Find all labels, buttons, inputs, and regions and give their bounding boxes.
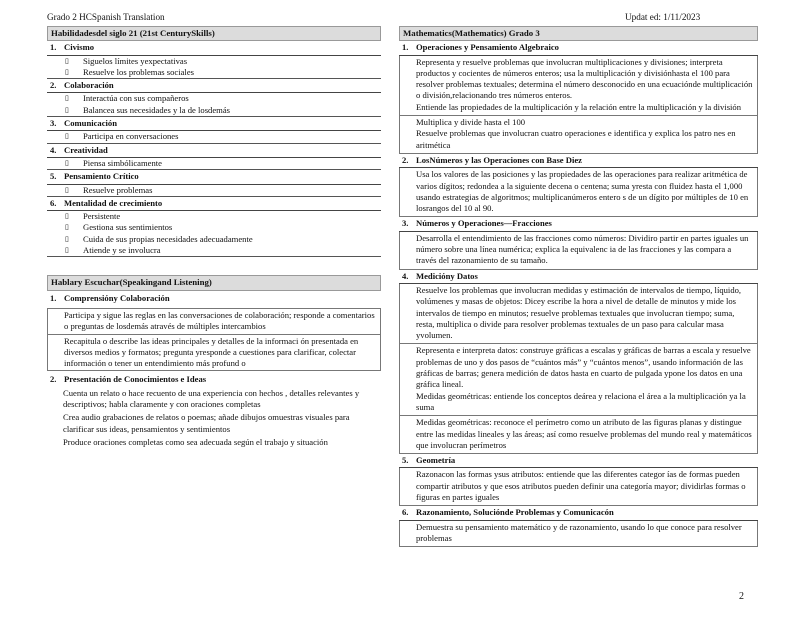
list-item-text: Resuelve problemas [83, 184, 153, 195]
section-number: 2. [50, 374, 57, 385]
section-title-text: Mentalidad de crecimiento [64, 197, 163, 208]
section-number: 3. [402, 218, 409, 229]
section-title [47, 41, 381, 55]
section-title [47, 197, 381, 211]
section-title [47, 79, 381, 93]
paragraph-box [399, 521, 758, 548]
paragraph: Medidas geométricas: entiende los conceptos deárea y relaciona el área a la multiplicación ya la suma [416, 390, 746, 412]
list-item [47, 56, 381, 67]
paragraph: Representa e interpreta datos: construye gráficas a escalas y gráficas de barras a escala y resuelve problemas de uno y dos pasos de “cuántos más” y “cuántos menos”, usando información de las gráficas de barras; genera medición de datos hasta en cuarto de pulgada ypone los datos en una gráfica lineal. [416, 345, 751, 390]
speaking-band: Hablary Escuchar(Speakingand Listening) [47, 275, 381, 290]
section-title [399, 217, 758, 231]
bullet-icon: ▯ [65, 223, 69, 232]
paragraph-box [399, 344, 758, 416]
section-number: 4. [50, 144, 57, 155]
list-item-text: Participa en conversaciones [83, 131, 179, 142]
bullet-icon: ▯ [65, 246, 69, 255]
paragraph: Entiende las propiedades de la multiplicación y la relación entre la multiplicación y la división [416, 101, 742, 112]
paragraph-box [399, 284, 758, 344]
right-column [399, 26, 758, 547]
section-title-text: Comunicación [64, 118, 117, 129]
list-item [47, 158, 381, 170]
list-item [47, 131, 381, 143]
paragraph: Cuenta un relato o hace recuento de una experiencia con hechos , detalles relevantes y descriptivos; habla claramente y con oraciones completas [63, 387, 360, 410]
list-item [47, 211, 381, 222]
section-title-text: Operaciones y Pensamiento Algebraico [416, 42, 559, 53]
doc-header-left: Grado 2 HCSpanish Translation [47, 12, 165, 22]
list-item-text: Siguelos límites yexpectativas [83, 55, 188, 66]
section-number: 2. [50, 80, 57, 91]
paragraph: Resuelve problemas que involucran cuatro operaciones e identifica y explica los patro nes en aritmética [416, 128, 736, 150]
section-title-text: Medicióny Datos [416, 270, 478, 281]
paragraph: Crea audio grabaciones de relatos o poemas; añade dibujos omuestras visuales para clarificar sus ideas, pensamientos y sentimientos [63, 412, 350, 434]
list-item [47, 67, 381, 79]
paragraph: Demuestra su pensamiento matemático y de razonamiento, usando lo que conoce para resolver problemas [416, 521, 742, 543]
paragraph-box [399, 416, 758, 454]
section-title [399, 506, 758, 520]
section-title [399, 41, 758, 55]
section-title-text: Presentación de Conocimientos e Ideas [64, 374, 207, 385]
bullet-icon: ▯ [65, 94, 69, 103]
paragraph: Multiplica y divide hasta el 100 [416, 117, 526, 128]
bullet-icon: ▯ [65, 132, 69, 141]
page-number: 2 [739, 591, 744, 602]
section-title-text: Colaboración [64, 80, 114, 91]
list-item-text: Cuida de sus propias necesidades adecuadamente [83, 233, 253, 244]
bullet-icon: ▯ [65, 212, 69, 221]
section-title-text: Razonamiento, Solucióndе Problemas y Comunicacón [416, 507, 614, 518]
section-title [399, 454, 758, 468]
section-title [399, 270, 758, 284]
list-item [47, 245, 381, 257]
math-band: Mathematics(Mathematics) Grado 3 [399, 26, 758, 41]
section-title-text: Pensamiento Crítico [64, 171, 139, 182]
bullet-icon: ▯ [65, 185, 69, 194]
section-number: 1. [50, 292, 57, 303]
bullet-icon: ▯ [65, 105, 69, 114]
doc-header-right: Updat ed: 1/11/2023 [625, 12, 701, 22]
section-title [47, 371, 381, 386]
list-item-text: Piensa simbólicamente [83, 157, 162, 168]
paragraph-box [399, 56, 758, 116]
section-title-text: Civismo [64, 42, 95, 53]
section-number: 5. [50, 171, 57, 182]
list-item-text: Interactúa con sus compañeros [83, 93, 189, 104]
paragraph-box [399, 116, 758, 154]
paragraph: Usa los valores de las posiciones y las propiedades de las operaciones para realizar aritmética de varios dígitos; redondea a la siguiente decena o centena; suma yresta con fluidez hasta el 1,000 usando estrategias de algoritmos; multiplicanúmeros entero s de un dígito por múltiples de 10 en losrangos del 10 al 90. [416, 169, 749, 214]
bullet-icon: ▯ [65, 56, 69, 65]
paragraph: Recapitula o describe las ideas principales y detalles de la informaci ón presentada en diversos medios y formatos; pregunta yresponde a cuestiones para clarificar, colectar información o tener un entendimiento más profund o [47, 335, 381, 372]
section-number: 4. [402, 270, 409, 281]
list-item-text: Balancea sus necesidades y la de losdemás [83, 104, 230, 115]
skills-band: Habilidadesdel siglo 21 (21st CenturySkills) [47, 26, 381, 41]
section-number: 6. [402, 507, 409, 518]
paragraph: Representa y resuelve problemas que involucran multiplicaciones y divisiones; interpreta productos y cocientes de números enteros; usa la multiplicación y divisiónhasta el 100 para resolver problemas textuales; determina el número desconocido en una ecuaciónde multiplicación o división,relacionando tres números enteros. [416, 56, 753, 101]
section-title-text: LosNúmeros y las Operaciones con Base Diez [416, 154, 582, 165]
section-title-text: Comprensióny Colaboración [64, 292, 170, 303]
left-column [47, 26, 381, 449]
list-item [47, 93, 381, 104]
list-item-text: Gestiona sus sentimientos [83, 222, 173, 233]
section-number: 1. [50, 42, 57, 53]
math-sections [399, 41, 758, 547]
list-item-text: Persistente [83, 211, 121, 222]
paragraph: Medidas geométricas: reconoce el perímetro como un atributo de las figuras planas y distingue entre las medidas lineales y las áreas; así como resuelve problemas del mundo real y matemáticos que involucran perímetros [416, 417, 752, 450]
list-item [47, 234, 381, 245]
paragraph: Participa y sigue las reglas en las conversaciones de colaboración; responde a comentarios o preguntas de losdemás através de múltiples intercambios [47, 308, 381, 335]
list-item [47, 105, 381, 117]
skills-sections [47, 41, 381, 257]
section-title-text: Creatividad [64, 144, 108, 155]
section-number: 5. [402, 455, 409, 466]
bullet-icon: ▯ [65, 234, 69, 243]
section-title [47, 291, 381, 308]
paragraph: Produce oraciones completas como sea adecuada según el trabajo y situación [63, 436, 328, 447]
section-title [47, 117, 381, 131]
list-item-text: Atiende y se involucra [83, 245, 161, 256]
section-number: 1. [402, 42, 409, 53]
bullet-icon: ▯ [65, 67, 69, 76]
section-title-text: Geometría [416, 455, 456, 466]
list-item-text: Resuelve los problemas sociales [83, 66, 194, 77]
section-title [399, 154, 758, 168]
section-title [47, 170, 381, 184]
paragraph-box [399, 168, 758, 217]
section-number: 3. [50, 118, 57, 129]
section-number: 2. [402, 154, 409, 165]
section-number: 6. [50, 197, 57, 208]
section-title [47, 144, 381, 158]
paragraph: Resuelve los problemas que involucran medidas y estimación de intervalos de tiempo, líquido, volúmenes y masas de objetos: Dicey escribe la hora a nivel de detalle de minutos y mide los intervalos de tiempo en minutos; resuelve problemas textuales que involucran tiempo; suma, resta, multiplica o divide para resolver problemas textuales de un paso para calcular masa yvolumen. [416, 284, 742, 341]
paragraph-box [399, 232, 758, 270]
paragraph: Desarrolla el entendimiento de las fracciones como números: Dividiro partir en partes iguales un número sobre una línea numérica; explica la equivalenc ia de las fracciones y las compara a través del razonamiento de su tamaño. [416, 232, 749, 266]
paragraph-box [399, 468, 758, 506]
bullet-icon: ▯ [65, 158, 69, 167]
section-title-text: Números y Operaciones—Fracciones [416, 218, 552, 229]
list-item [47, 185, 381, 197]
list-item [47, 222, 381, 233]
paragraph: Razonacon las formas ysus atributos: entiende que las diferentes categor ías de formas pueden compartir atributos y que esos atributos pueden definir una categoría mayor; dividirlas formas o figuras en partes iguales [416, 469, 746, 502]
